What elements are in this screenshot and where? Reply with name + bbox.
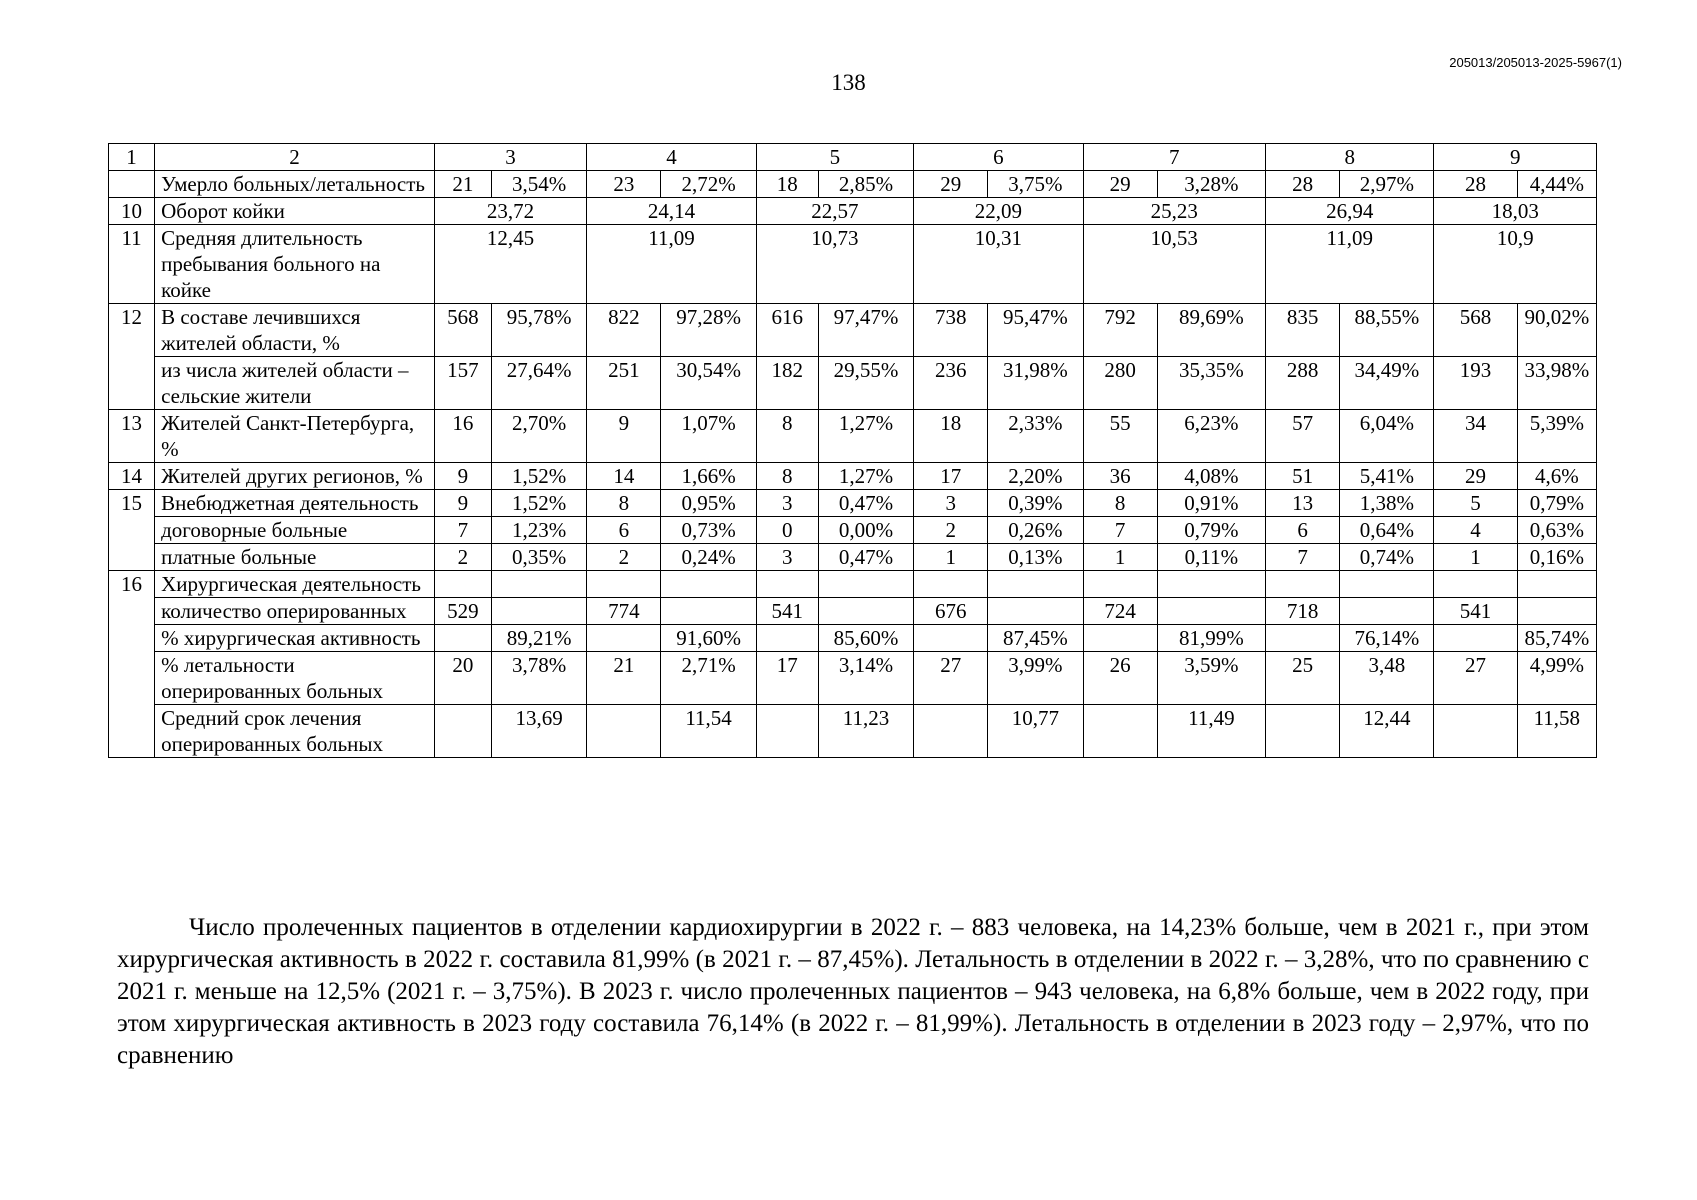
- count-cell: 29: [1434, 463, 1517, 490]
- count-cell: [914, 705, 988, 758]
- row-label: % хирургическая активность: [155, 625, 435, 652]
- count-cell: 1: [914, 544, 988, 571]
- percent-cell: 35,35%: [1157, 357, 1265, 410]
- percent-cell: 95,78%: [492, 304, 587, 357]
- value-cell: 22,09: [914, 198, 1083, 225]
- count-cell: 676: [914, 598, 988, 625]
- count-cell: 236: [914, 357, 988, 410]
- percent-cell: 85,74%: [1517, 625, 1596, 652]
- percent-cell: 0,95%: [661, 490, 756, 517]
- row-label: из числа жителей области – сельские жители: [155, 357, 435, 410]
- percent-cell: 89,21%: [492, 625, 587, 652]
- count-cell: [1266, 705, 1340, 758]
- count-cell: 3: [756, 490, 818, 517]
- count-cell: [1434, 571, 1517, 598]
- percent-cell: 10,77: [988, 705, 1083, 758]
- count-cell: 8: [756, 463, 818, 490]
- percent-cell: [661, 598, 756, 625]
- table-row: [109, 625, 1597, 652]
- count-cell: [1083, 705, 1157, 758]
- percent-cell: 95,47%: [988, 304, 1083, 357]
- percent-cell: 27,64%: [492, 357, 587, 410]
- percent-cell: 4,08%: [1157, 463, 1265, 490]
- percent-cell: 0,13%: [988, 544, 1083, 571]
- percent-cell: 0,91%: [1157, 490, 1265, 517]
- percent-cell: 2,20%: [988, 463, 1083, 490]
- value-cell: 10,9: [1434, 225, 1597, 304]
- row-number: 13: [109, 410, 155, 463]
- row-label: Средний срок лечения оперированных больных: [155, 705, 435, 758]
- count-cell: 5: [1434, 490, 1517, 517]
- percent-cell: 12,44: [1340, 705, 1434, 758]
- percent-cell: [492, 598, 587, 625]
- count-cell: [434, 571, 491, 598]
- percent-cell: 97,47%: [818, 304, 913, 357]
- count-cell: 193: [1434, 357, 1517, 410]
- count-cell: 251: [587, 357, 661, 410]
- table-row: [109, 357, 1597, 410]
- count-cell: [914, 571, 988, 598]
- percent-cell: 1,07%: [661, 410, 756, 463]
- count-cell: 529: [434, 598, 491, 625]
- table-row: [109, 490, 1597, 517]
- row-number: 11: [109, 225, 155, 304]
- count-cell: 182: [756, 357, 818, 410]
- header-cell-9: 9: [1434, 144, 1597, 171]
- page-number: 138: [831, 70, 866, 95]
- header-cell-7: 7: [1083, 144, 1265, 171]
- count-cell: 18: [756, 171, 818, 198]
- percent-cell: 4,99%: [1517, 652, 1596, 705]
- percent-cell: 13,69: [492, 705, 587, 758]
- percent-cell: 0,16%: [1517, 544, 1596, 571]
- count-cell: 3: [914, 490, 988, 517]
- value-cell: 18,03: [1434, 198, 1597, 225]
- count-cell: 16: [434, 410, 491, 463]
- percent-cell: 6,23%: [1157, 410, 1265, 463]
- percent-cell: 0,00%: [818, 517, 913, 544]
- value-cell: 23,72: [434, 198, 586, 225]
- percent-cell: [818, 571, 913, 598]
- count-cell: [587, 625, 661, 652]
- count-cell: [1266, 571, 1340, 598]
- percent-cell: 87,45%: [988, 625, 1083, 652]
- percent-cell: 3,75%: [988, 171, 1083, 198]
- table-row: [109, 410, 1597, 463]
- percent-cell: [988, 598, 1083, 625]
- count-cell: 7: [1083, 517, 1157, 544]
- percent-cell: 0,24%: [661, 544, 756, 571]
- percent-cell: 11,23: [818, 705, 913, 758]
- count-cell: 1: [1434, 544, 1517, 571]
- count-cell: 51: [1266, 463, 1340, 490]
- percent-cell: 1,52%: [492, 463, 587, 490]
- body-paragraph: Число пролеченных пациентов в отделении кардиохирургии в 2022 г. – 883 человека, на 14,23% больше, чем в 2021 г., при этом хирургическая активность в 2022 г. составила 81,99% (в 2021 г. – 87,45%). Летальность в отделении в 2022 г. – 3,28%, что по сравнению с 2021 г. меньше на 12,5% (2021 г. – 3,75%). В 2023 г. число пролеченных пациентов – 943 человека, на 6,8% больше, чем в 2022 году, при этом хирургическая активность в 2023 году составила 76,14% (в 2022 г. – 81,99%). Летальность в отделении в 2023 году – 2,97%, что по сравнению: [117, 914, 1589, 1069]
- count-cell: 738: [914, 304, 988, 357]
- percent-cell: 2,71%: [661, 652, 756, 705]
- percent-cell: 31,98%: [988, 357, 1083, 410]
- count-cell: [1266, 625, 1340, 652]
- percent-cell: 81,99%: [1157, 625, 1265, 652]
- table-row: [109, 304, 1597, 357]
- count-cell: 17: [914, 463, 988, 490]
- row-label: договорные больные: [155, 517, 435, 544]
- header-cell-3: 3: [434, 144, 586, 171]
- row-label: В составе лечившихся жителей области, %: [155, 304, 435, 357]
- percent-cell: 0,35%: [492, 544, 587, 571]
- row-label: Средняя длительность пребывания больного на койке: [155, 225, 435, 304]
- count-cell: 28: [1266, 171, 1340, 198]
- value-cell: 10,73: [756, 225, 913, 304]
- value-cell: 11,09: [587, 225, 756, 304]
- header-cell-2: 2: [155, 144, 435, 171]
- percent-cell: 91,60%: [661, 625, 756, 652]
- value-cell: 12,45: [434, 225, 586, 304]
- percent-cell: 76,14%: [1340, 625, 1434, 652]
- count-cell: 8: [1083, 490, 1157, 517]
- percent-cell: 0,11%: [1157, 544, 1265, 571]
- count-cell: 9: [587, 410, 661, 463]
- row-number: 15: [109, 490, 155, 571]
- percent-cell: 34,49%: [1340, 357, 1434, 410]
- count-cell: 568: [434, 304, 491, 357]
- percent-cell: [1340, 598, 1434, 625]
- count-cell: 25: [1266, 652, 1340, 705]
- table-row: [109, 571, 1597, 598]
- count-cell: 280: [1083, 357, 1157, 410]
- row-label: Жителей Санкт-Петербурга, %: [155, 410, 435, 463]
- percent-cell: 1,52%: [492, 490, 587, 517]
- value-cell: 25,23: [1083, 198, 1265, 225]
- count-cell: 9: [434, 490, 491, 517]
- percent-cell: 1,66%: [661, 463, 756, 490]
- count-cell: 568: [1434, 304, 1517, 357]
- count-cell: 8: [756, 410, 818, 463]
- table-row: [109, 171, 1597, 198]
- count-cell: 718: [1266, 598, 1340, 625]
- percent-cell: 11,58: [1517, 705, 1596, 758]
- row-number: 14: [109, 463, 155, 490]
- percent-cell: 0,39%: [988, 490, 1083, 517]
- count-cell: 4: [1434, 517, 1517, 544]
- row-label: Умерло больных/летальность: [155, 171, 435, 198]
- value-cell: 10,53: [1083, 225, 1265, 304]
- count-cell: 2: [434, 544, 491, 571]
- count-cell: 55: [1083, 410, 1157, 463]
- table-row: [109, 652, 1597, 705]
- row-number: 16: [109, 571, 155, 758]
- percent-cell: 85,60%: [818, 625, 913, 652]
- percent-cell: 2,85%: [818, 171, 913, 198]
- row-label: платные больные: [155, 544, 435, 571]
- percent-cell: 5,41%: [1340, 463, 1434, 490]
- count-cell: 13: [1266, 490, 1340, 517]
- count-cell: 6: [1266, 517, 1340, 544]
- count-cell: 541: [756, 598, 818, 625]
- percent-cell: 4,6%: [1517, 463, 1596, 490]
- percent-cell: 3,48: [1340, 652, 1434, 705]
- count-cell: 3: [756, 544, 818, 571]
- count-cell: 7: [1266, 544, 1340, 571]
- percent-cell: 2,97%: [1340, 171, 1434, 198]
- percent-cell: 6,04%: [1340, 410, 1434, 463]
- percent-cell: 5,39%: [1517, 410, 1596, 463]
- count-cell: [756, 625, 818, 652]
- header-cell-6: 6: [914, 144, 1083, 171]
- count-cell: 36: [1083, 463, 1157, 490]
- percent-cell: 0,73%: [661, 517, 756, 544]
- count-cell: 8: [587, 490, 661, 517]
- count-cell: [587, 571, 661, 598]
- count-cell: 835: [1266, 304, 1340, 357]
- table-row: [109, 705, 1597, 758]
- count-cell: 17: [756, 652, 818, 705]
- table-header: [109, 144, 1597, 171]
- percent-cell: 4,44%: [1517, 171, 1596, 198]
- count-cell: 774: [587, 598, 661, 625]
- percent-cell: 0,79%: [1517, 490, 1596, 517]
- count-cell: 792: [1083, 304, 1157, 357]
- percent-cell: [492, 571, 587, 598]
- percent-cell: 2,72%: [661, 171, 756, 198]
- table-row: [109, 598, 1597, 625]
- count-cell: 1: [1083, 544, 1157, 571]
- header-cell-1: 1: [109, 144, 155, 171]
- value-cell: 22,57: [756, 198, 913, 225]
- statistics-table: [108, 143, 1597, 758]
- count-cell: [1434, 625, 1517, 652]
- count-cell: 27: [914, 652, 988, 705]
- count-cell: [587, 705, 661, 758]
- header-cell-4: 4: [587, 144, 756, 171]
- count-cell: 26: [1083, 652, 1157, 705]
- percent-cell: 3,78%: [492, 652, 587, 705]
- row-label: количество оперированных: [155, 598, 435, 625]
- percent-cell: 88,55%: [1340, 304, 1434, 357]
- count-cell: 616: [756, 304, 818, 357]
- percent-cell: 90,02%: [1517, 304, 1596, 357]
- table-row: [109, 198, 1597, 225]
- percent-cell: 0,64%: [1340, 517, 1434, 544]
- count-cell: 157: [434, 357, 491, 410]
- count-cell: 2: [587, 544, 661, 571]
- count-cell: 724: [1083, 598, 1157, 625]
- table-row: [109, 463, 1597, 490]
- count-cell: 23: [587, 171, 661, 198]
- percent-cell: 33,98%: [1517, 357, 1596, 410]
- percent-cell: 3,28%: [1157, 171, 1265, 198]
- row-number: [109, 171, 155, 198]
- percent-cell: 11,49: [1157, 705, 1265, 758]
- percent-cell: [988, 571, 1083, 598]
- percent-cell: 3,14%: [818, 652, 913, 705]
- percent-cell: 1,27%: [818, 410, 913, 463]
- percent-cell: 2,70%: [492, 410, 587, 463]
- row-label: Жителей других регионов, %: [155, 463, 435, 490]
- value-cell: 26,94: [1266, 198, 1434, 225]
- row-label: Оборот койки: [155, 198, 435, 225]
- percent-cell: 1,23%: [492, 517, 587, 544]
- row-number: 10: [109, 198, 155, 225]
- percent-cell: 89,69%: [1157, 304, 1265, 357]
- percent-cell: [661, 571, 756, 598]
- table-row: [109, 225, 1597, 304]
- count-cell: 27: [1434, 652, 1517, 705]
- percent-cell: [818, 598, 913, 625]
- count-cell: 34: [1434, 410, 1517, 463]
- row-label: Внебюджетная деятельность: [155, 490, 435, 517]
- count-cell: 29: [1083, 171, 1157, 198]
- count-cell: [1434, 705, 1517, 758]
- percent-cell: [1157, 598, 1265, 625]
- percent-cell: [1517, 598, 1596, 625]
- count-cell: [434, 705, 491, 758]
- header-cell-5: 5: [756, 144, 913, 171]
- count-cell: 288: [1266, 357, 1340, 410]
- value-cell: 11,09: [1266, 225, 1434, 304]
- count-cell: [1083, 571, 1157, 598]
- percent-cell: [1157, 571, 1265, 598]
- count-cell: 14: [587, 463, 661, 490]
- table-row: [109, 517, 1597, 544]
- percent-cell: 3,59%: [1157, 652, 1265, 705]
- count-cell: 21: [434, 171, 491, 198]
- count-cell: [914, 625, 988, 652]
- percent-cell: 11,54: [661, 705, 756, 758]
- row-label: % летальности оперированных больных: [155, 652, 435, 705]
- percent-cell: 30,54%: [661, 357, 756, 410]
- count-cell: 20: [434, 652, 491, 705]
- count-cell: 18: [914, 410, 988, 463]
- percent-cell: 29,55%: [818, 357, 913, 410]
- percent-cell: 97,28%: [661, 304, 756, 357]
- percent-cell: [1340, 571, 1434, 598]
- percent-cell: 1,27%: [818, 463, 913, 490]
- count-cell: [434, 625, 491, 652]
- percent-cell: 0,47%: [818, 544, 913, 571]
- percent-cell: 0,47%: [818, 490, 913, 517]
- count-cell: 541: [1434, 598, 1517, 625]
- table-row: [109, 544, 1597, 571]
- percent-cell: 0,79%: [1157, 517, 1265, 544]
- count-cell: 28: [1434, 171, 1517, 198]
- count-cell: [756, 571, 818, 598]
- percent-cell: 1,38%: [1340, 490, 1434, 517]
- header-cell-8: 8: [1266, 144, 1434, 171]
- count-cell: 21: [587, 652, 661, 705]
- count-cell: 822: [587, 304, 661, 357]
- document-id: 205013/205013-2025-5967(1): [1449, 55, 1622, 70]
- value-cell: 24,14: [587, 198, 756, 225]
- percent-cell: 3,99%: [988, 652, 1083, 705]
- count-cell: 9: [434, 463, 491, 490]
- percent-cell: 3,54%: [492, 171, 587, 198]
- count-cell: [1083, 625, 1157, 652]
- value-cell: 10,31: [914, 225, 1083, 304]
- count-cell: 7: [434, 517, 491, 544]
- count-cell: 6: [587, 517, 661, 544]
- count-cell: 57: [1266, 410, 1340, 463]
- percent-cell: 2,33%: [988, 410, 1083, 463]
- row-label: Хирургическая деятельность: [155, 571, 435, 598]
- percent-cell: 0,63%: [1517, 517, 1596, 544]
- percent-cell: 0,26%: [988, 517, 1083, 544]
- percent-cell: [1517, 571, 1596, 598]
- count-cell: 0: [756, 517, 818, 544]
- percent-cell: 0,74%: [1340, 544, 1434, 571]
- count-cell: 2: [914, 517, 988, 544]
- count-cell: [756, 705, 818, 758]
- count-cell: 29: [914, 171, 988, 198]
- row-number: 12: [109, 304, 155, 410]
- table-header-row: [109, 144, 1597, 171]
- table-body: [109, 171, 1597, 758]
